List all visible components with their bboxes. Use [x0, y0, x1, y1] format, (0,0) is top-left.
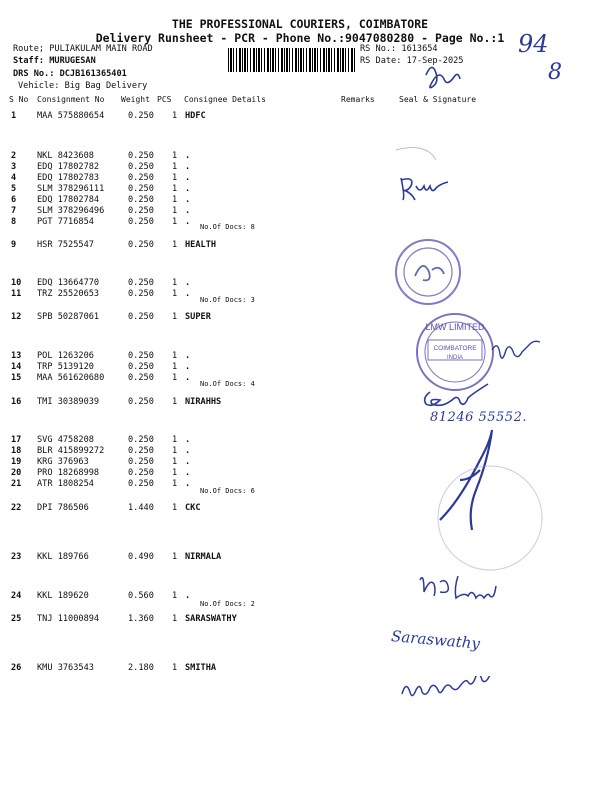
row-sno: 14: [11, 362, 22, 372]
col-remarks: Remarks: [341, 95, 375, 104]
row-consignment: EDQ 17802783: [37, 173, 100, 183]
row-pcs: 1: [172, 111, 178, 121]
row-pcs: 1: [172, 289, 178, 299]
row-consignee: .: [185, 457, 191, 467]
row-sno: 25: [11, 614, 22, 624]
row-consignee: .: [185, 217, 191, 227]
row-consignee: .: [185, 373, 191, 383]
row-sno: 20: [11, 468, 22, 478]
row-consignment: TMI 30389039: [37, 397, 100, 407]
row-pcs: 1: [172, 457, 178, 467]
row-sno: 26: [11, 663, 22, 673]
row-pcs: 1: [172, 614, 178, 624]
handwritten-page-number: 94: [518, 30, 549, 58]
row-consignee: .: [185, 173, 191, 183]
row-sno: 13: [11, 351, 22, 361]
row-pcs: 1: [172, 503, 178, 513]
row-sno: 5: [11, 184, 17, 194]
row-consignment: SLM 378296496: [37, 206, 105, 216]
row-pcs: 1: [172, 663, 178, 673]
row-weight: 0.250: [128, 151, 154, 161]
docs-note: No.Of Docs: 8: [200, 223, 255, 231]
row-consignee: SARASWATHY: [185, 614, 237, 624]
row-consignee: .: [185, 362, 191, 372]
row-weight: 0.250: [128, 206, 154, 216]
row-consignment: BLR 415899272: [37, 446, 105, 456]
row-consignee: .: [185, 435, 191, 445]
row-pcs: 1: [172, 151, 178, 161]
row-weight: 0.250: [128, 373, 154, 383]
row-weight: 0.250: [128, 173, 154, 183]
row-pcs: 1: [172, 351, 178, 361]
row-consignee: HDFC: [185, 111, 206, 121]
row-consignment: MAA 575880654: [37, 111, 105, 121]
row-sno: 15: [11, 373, 22, 383]
row-consignment: DPI 786506: [37, 503, 89, 513]
row-pcs: 1: [172, 446, 178, 456]
row-consignee: SUPER: [185, 312, 211, 322]
row-consignee: .: [185, 591, 191, 601]
row-pcs: 1: [172, 217, 178, 227]
docs-note: No.Of Docs: 6: [200, 487, 255, 495]
row-weight: 0.250: [128, 435, 154, 445]
col-consignment: Consignment No: [37, 95, 105, 104]
docs-note: No.Of Docs: 3: [200, 296, 255, 304]
row-consignment: SLM 378296111: [37, 184, 105, 194]
row-consignee: .: [185, 278, 191, 288]
row-pcs: 1: [172, 397, 178, 407]
row-sno: 16: [11, 397, 22, 407]
row-pcs: 1: [172, 552, 178, 562]
row-sno: 4: [11, 173, 17, 183]
row-weight: 0.250: [128, 111, 154, 121]
row-consignment: NKL 8423608: [37, 151, 94, 161]
row-consignment: SPB 50287061: [37, 312, 100, 322]
docs-note: No.Of Docs: 4: [200, 380, 255, 388]
runsheet-title: Delivery Runsheet - PCR - Phone No.:9047080280 - Page No.:1: [95, 31, 505, 45]
row-weight: 0.250: [128, 457, 154, 467]
col-seal-signature: Seal & Signature: [399, 95, 477, 104]
row-consignment: KMU 3763543: [37, 663, 94, 673]
row-pcs: 1: [172, 162, 178, 172]
row-pcs: 1: [172, 173, 178, 183]
row-consignee: .: [185, 162, 191, 172]
row-consignment: PGT 7716854: [37, 217, 94, 227]
row-weight: 0.250: [128, 195, 154, 205]
row-consignee: HEALTH: [185, 240, 217, 250]
row-sno: 19: [11, 457, 22, 467]
staff-label: Staff: MURUGESAN: [13, 56, 96, 66]
drs-label: DRS No.: DCJB161365401: [13, 69, 127, 79]
row-sno: 8: [11, 217, 17, 227]
row-consignee: .: [185, 468, 191, 478]
handwritten-subnumber: 8: [548, 60, 562, 85]
row-sno: 3: [11, 162, 17, 172]
round-stamp: [396, 240, 460, 304]
faint-circle-stamp: [438, 466, 542, 570]
row-sno: 18: [11, 446, 22, 456]
row-consignee: NIRAHHS: [185, 397, 222, 407]
row-consignee: .: [185, 195, 191, 205]
row-consignment: TNJ 11000894: [37, 614, 100, 624]
row-weight: 0.250: [128, 240, 154, 250]
lmw-stamp-text: INDIA: [446, 355, 464, 361]
row-sno: 2: [11, 151, 17, 161]
row-consignment: TRZ 25520653: [37, 289, 100, 299]
row-weight: 0.250: [128, 289, 154, 299]
row-consignee: .: [185, 351, 191, 361]
row-sno: 11: [11, 289, 22, 299]
row-weight: 0.250: [128, 479, 154, 489]
row-consignment: MAA 561620680: [37, 373, 105, 383]
row-weight: 0.250: [128, 184, 154, 194]
col-sno: S No: [9, 95, 29, 104]
row-sno: 6: [11, 195, 17, 205]
handwritten-phone: 81246 55552.: [430, 410, 527, 425]
row-sno: 1: [11, 111, 17, 121]
signature-top: [426, 67, 460, 87]
row-consignee: .: [185, 184, 191, 194]
row-weight: 0.250: [128, 312, 154, 322]
row-consignee: .: [185, 479, 191, 489]
row-pcs: 1: [172, 468, 178, 478]
lmw-stamp-text: COIMBATORE: [433, 345, 477, 352]
row-weight: 0.490: [128, 552, 154, 562]
row-consignee: NIRMALA: [185, 552, 222, 562]
vehicle-label: Vehicle: Big Bag Delivery: [18, 81, 148, 91]
row-weight: 0.250: [128, 446, 154, 456]
row-consignment: KKL 189766: [37, 552, 89, 562]
row-sno: 24: [11, 591, 22, 601]
row-consignment: SVG 4758208: [37, 435, 94, 445]
row-pcs: 1: [172, 591, 178, 601]
row-sno: 10: [11, 278, 22, 288]
signature-rows-17-22: [440, 430, 492, 530]
row-sno: 23: [11, 552, 22, 562]
docs-note: No.Of Docs: 2: [200, 600, 255, 608]
row-consignment: EDQ 17802784: [37, 195, 100, 205]
row-sno: 7: [11, 206, 17, 216]
signature-row-24: [420, 576, 496, 598]
row-weight: 0.250: [128, 162, 154, 172]
row-consignee: .: [185, 289, 191, 299]
row-pcs: 1: [172, 278, 178, 288]
row-pcs: 1: [172, 195, 178, 205]
row-consignment: KRG 376963: [37, 457, 89, 467]
row-weight: 2.180: [128, 663, 154, 673]
signature-row-26: [398, 676, 518, 701]
route-label: Route; PULIAKULAM MAIN ROAD: [13, 44, 153, 54]
rs-date: RS Date: 17-Sep-2025: [360, 56, 464, 66]
row-sno: 9: [11, 240, 17, 250]
row-consignee: .: [185, 446, 191, 456]
faint-stamp: [396, 148, 436, 160]
row-pcs: 1: [172, 184, 178, 194]
row-consignment: ATR 1808254: [37, 479, 94, 489]
col-consignee: Consignee Details: [184, 95, 266, 104]
row-consignee: SMITHA: [185, 663, 217, 673]
row-consignment: PRO 18268998: [37, 468, 100, 478]
row-weight: 0.560: [128, 591, 154, 601]
row-consignment: EDQ 13664770: [37, 278, 100, 288]
lmw-stamp-text: LMW LIMITED: [425, 322, 485, 332]
row-pcs: 1: [172, 312, 178, 322]
row-consignee: .: [185, 151, 191, 161]
row-weight: 0.250: [128, 351, 154, 361]
row-sno: 12: [11, 312, 22, 322]
col-pcs: PCS: [157, 95, 172, 104]
row-pcs: 1: [172, 479, 178, 489]
row-sno: 22: [11, 503, 22, 513]
row-weight: 0.250: [128, 217, 154, 227]
row-pcs: 1: [172, 206, 178, 216]
signature-row-15: [492, 341, 540, 358]
col-weight: Weight: [121, 95, 150, 104]
row-consignee: .: [185, 206, 191, 216]
company-title: THE PROFESSIONAL COURIERS, COIMBATORE: [171, 17, 429, 31]
signature-rows-2-8: [401, 178, 448, 200]
handwritten-saraswathy: Saraswathy: [390, 627, 481, 653]
row-pcs: 1: [172, 435, 178, 445]
row-consignment: HSR 7525547: [37, 240, 94, 250]
row-sno: 17: [11, 435, 22, 445]
row-weight: 1.440: [128, 503, 154, 513]
rs-no: RS No.: 1613654: [360, 44, 438, 54]
row-pcs: 1: [172, 373, 178, 383]
row-pcs: 1: [172, 362, 178, 372]
row-consignment: POL 1263206: [37, 351, 94, 361]
row-weight: 0.250: [128, 468, 154, 478]
row-weight: 0.250: [128, 362, 154, 372]
row-pcs: 1: [172, 240, 178, 250]
row-consignment: TRP 5139120: [37, 362, 94, 372]
row-weight: 0.250: [128, 278, 154, 288]
row-consignment: EDQ 17802782: [37, 162, 100, 172]
row-weight: 1.360: [128, 614, 154, 624]
row-weight: 0.250: [128, 397, 154, 407]
row-consignee: CKC: [185, 503, 201, 513]
row-consignment: KKL 189620: [37, 591, 89, 601]
row-sno: 21: [11, 479, 22, 489]
signature-row-16: [425, 384, 488, 405]
